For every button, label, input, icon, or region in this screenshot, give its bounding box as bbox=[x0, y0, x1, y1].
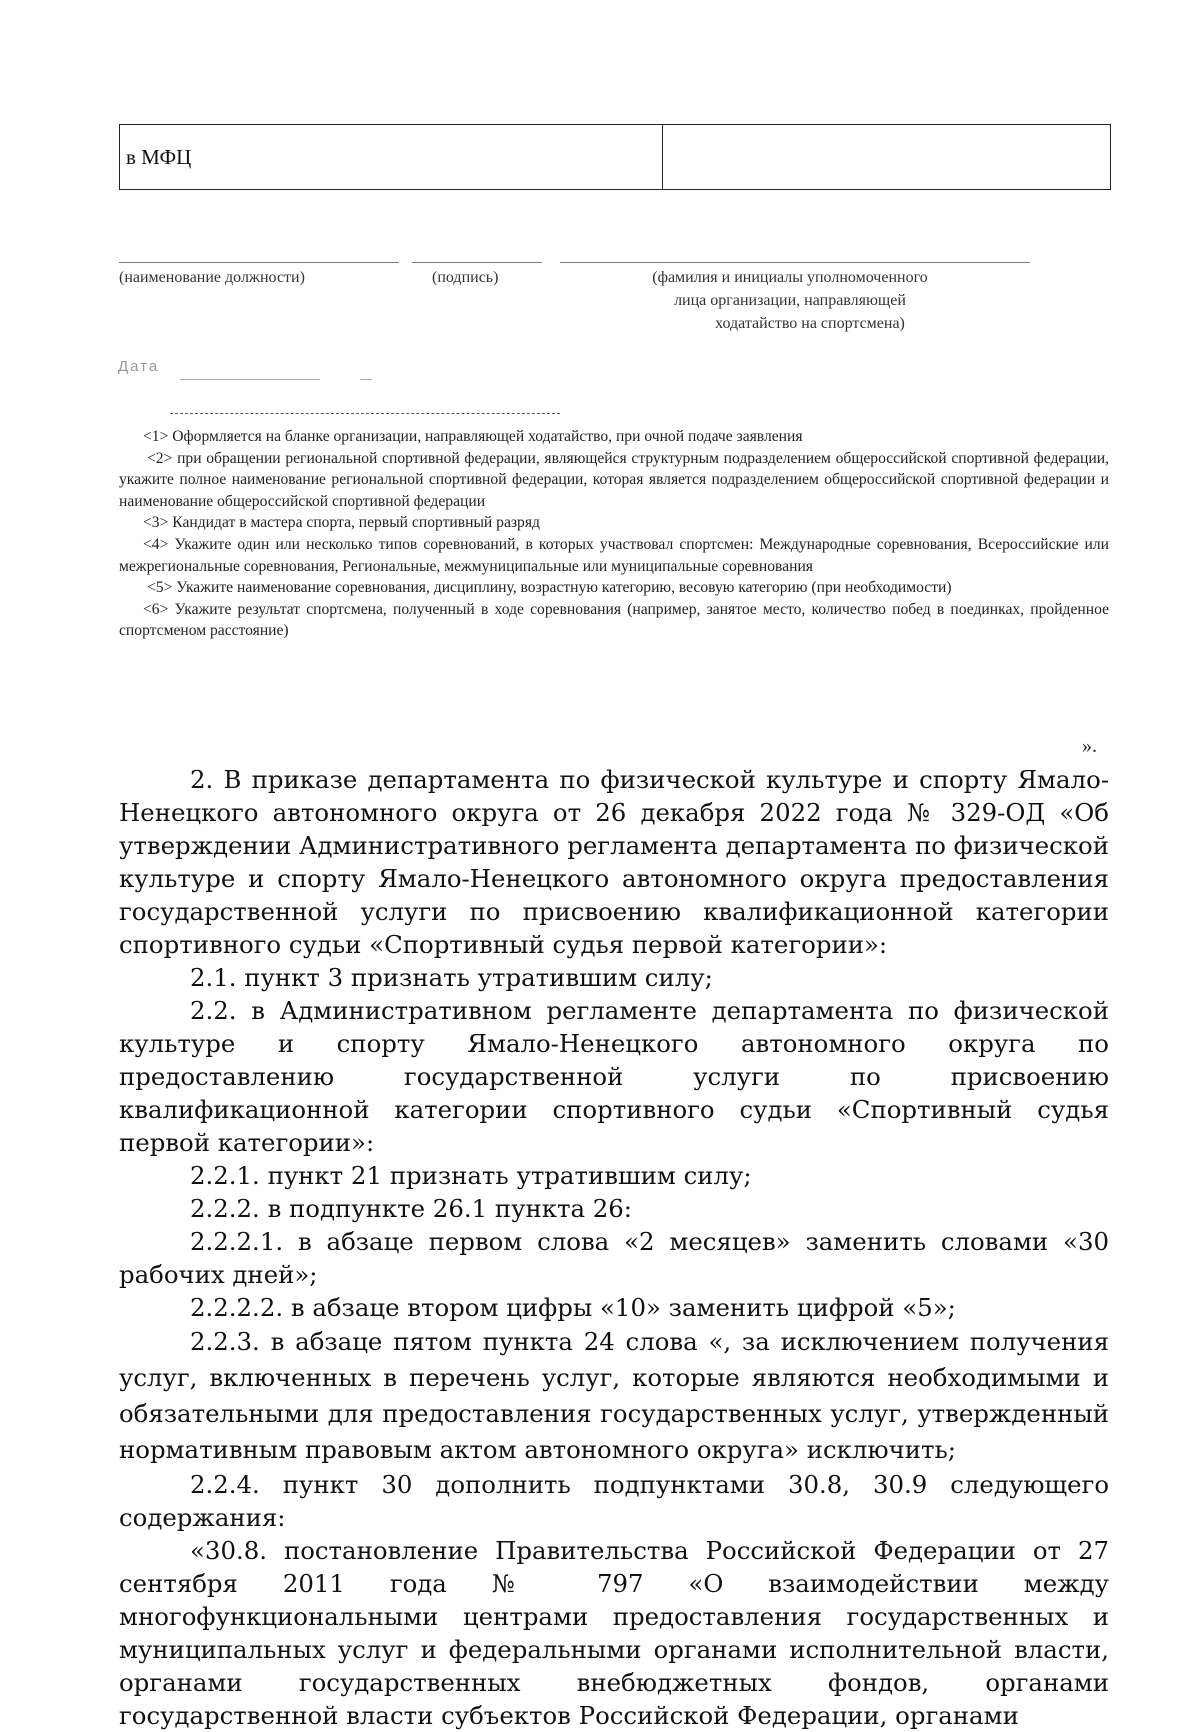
name-signature-line bbox=[560, 262, 1030, 263]
footnote-4: <4> Укажите один или несколько типов соревнований, в которых участвовал спортсмен: Международные соревнования, Всероссийские или межрегиональные соревнования, Региональные, межмуниципальные или муниципальные соревнования bbox=[119, 535, 1109, 575]
date-label: Дата bbox=[118, 358, 160, 375]
paragraph-2-2-2-2: 2.2.2.2. в абзаце втором цифры «10» заменить цифрой «5»; bbox=[190, 1293, 956, 1322]
recipient-table bbox=[119, 124, 1111, 190]
closing-quote: ». bbox=[1082, 735, 1097, 757]
paragraph-2-1: 2.1. пункт 3 признать утратившим силу; bbox=[190, 963, 713, 992]
footnote-5: <5> Укажите наименование соревнования, дисциплину, возрастную категорию, весовую категорию (при необходимости) bbox=[147, 579, 952, 597]
recipient-cell: в МФЦ bbox=[120, 125, 663, 189]
footnote-separator bbox=[170, 413, 560, 414]
signature-line bbox=[412, 262, 542, 263]
paragraph-2-2-1: 2.2.1. пункт 21 признать утратившим силу; bbox=[190, 1161, 752, 1190]
date-line-short bbox=[360, 379, 372, 380]
paragraph-2-2: 2.2. в Административном регламенте департамента по физической культуре и спорту Ямало-Ненецкого автономного округа по предоставлению государственной услуги по присвоению квалификационной категории спортивного судьи «Спортивный судья первой категории»: bbox=[119, 996, 1109, 1157]
footnotes bbox=[119, 426, 1109, 642]
footnote-2: <2> при обращении региональной спортивной федерации, являющейся структурным подразделением общероссийской спортивной федерации, укажите полное наименование региональной спортивной федерации, которая является подразделением общероссийской спортивной федерации и наименование общероссийской спортивной федерации bbox=[119, 449, 1109, 510]
name-label bbox=[590, 266, 990, 335]
name-label-line3: ходатайство на спортсмена) bbox=[715, 315, 905, 332]
footnote-3: <3> Кандидат в мастера спорта, первый спортивный разряд bbox=[143, 514, 540, 532]
name-label-line1: (фамилия и инициалы уполномоченного bbox=[652, 269, 928, 286]
signature-label: (подпись) bbox=[432, 269, 499, 286]
name-label-line2: лица организации, направляющей bbox=[674, 292, 906, 309]
paragraph-2-2-3: 2.2.3. в абзаце пятом пункта 24 слова «, за исключением получения услуг, включенных в перечень услуг, которые являются необходимыми и обязательными для предоставления государственных услуг, утвержденный нормативным правовым актом автономного округа» исключить; bbox=[119, 1327, 1109, 1464]
position-signature-line bbox=[119, 262, 399, 263]
footnote-1: <1> Оформляется на бланке организации, направляющей ходатайство, при очной подаче заявления bbox=[143, 428, 803, 445]
paragraph-2: 2. В приказе департамента по физической культуре и спорту Ямало-Ненецкого автономного округа от 26 декабря 2022 года № 329-ОД «Об утверждении Административного регламента департамента по физической культуре и спорту Ямало-Ненецкого автономного округа предоставления государственной услуги по присвоению квалификационной категории спортивного судьи «Спортивный судья первой категории»: bbox=[119, 765, 1109, 959]
paragraph-2-2-2: 2.2.2. в подпункте 26.1 пункта 26: bbox=[190, 1194, 633, 1223]
position-label: (наименование должности) bbox=[119, 269, 305, 286]
body-text bbox=[119, 763, 1109, 1732]
date-line bbox=[180, 379, 320, 380]
paragraph-30-8: «30.8. постановление Правительства Российской Федерации от 27 сентября 2011 года № 797 «О взаимодействии между многофункциональными центрами предоставления государственных и муниципальных услуг и федеральными органами исполнительной власти, органами государственных внебюджетных фондов, органами государственной власти субъектов Российской Федерации, органами bbox=[119, 1536, 1109, 1730]
footnote-6: <6> Укажите результат спортсмена, полученный в ходе соревнования (например, занятое место, количество побед в поединках, пройденное спортсменом расстояние) bbox=[119, 600, 1109, 640]
paragraph-2-2-4: 2.2.4. пункт 30 дополнить подпунктами 30.8, 30.9 следующего содержания: bbox=[119, 1470, 1109, 1532]
paragraph-2-2-2-1: 2.2.2.1. в абзаце первом слова «2 месяцев» заменить словами «30 рабочих дней»; bbox=[119, 1227, 1109, 1289]
recipient-blank-cell bbox=[663, 125, 1110, 189]
